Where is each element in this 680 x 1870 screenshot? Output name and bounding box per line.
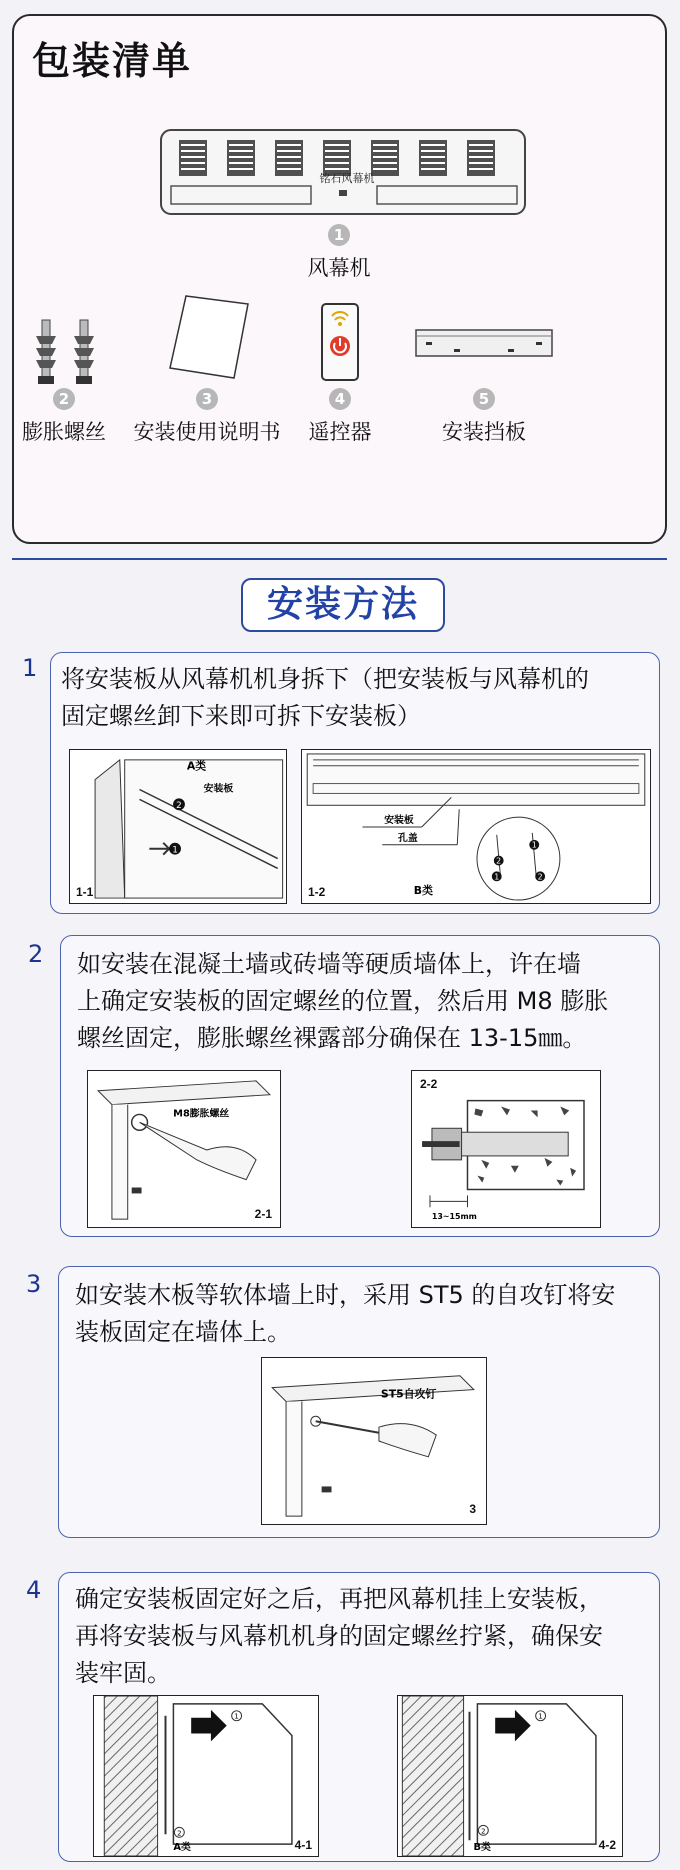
step-number: 2	[28, 940, 44, 968]
item-label: 风幕机	[307, 256, 371, 280]
step-2-box	[60, 935, 660, 1237]
manual-image	[164, 292, 254, 382]
step-1-box	[50, 652, 660, 914]
item-label: 膨胀螺丝	[22, 420, 106, 444]
step-number: 3	[26, 1270, 42, 1298]
step-number: 1	[22, 654, 38, 682]
mounting-plate-image	[414, 326, 554, 362]
figure-2-1	[87, 1070, 281, 1228]
figure-1-2	[301, 749, 651, 904]
item-number: 2	[53, 388, 75, 410]
figure-label: M8膨胀螺丝	[173, 1108, 230, 1120]
svg-text:2: 2	[537, 872, 543, 882]
packing-item-mounting-plate	[424, 388, 544, 446]
figure-tag: 1-1	[76, 885, 94, 899]
item-number: 4	[329, 388, 351, 410]
item-label: 安装挡板	[442, 420, 526, 444]
step-text	[77, 946, 608, 1057]
figure-4-1	[93, 1695, 319, 1857]
step-text	[61, 661, 589, 735]
remote-control-image	[320, 302, 360, 382]
packing-item-remote	[290, 388, 390, 446]
text-line: 上确定安装板的固定螺丝的位置，然后用 M8 膨胀	[77, 987, 609, 1015]
item-number: 1	[328, 224, 350, 246]
section-divider	[12, 558, 667, 560]
figure-tag: 2-1	[254, 1207, 272, 1221]
figure-label: A类	[186, 759, 207, 773]
svg-text:2: 2	[496, 856, 502, 866]
step-3-box	[58, 1266, 660, 1538]
svg-text:1: 1	[531, 840, 537, 850]
packing-item-expansion-bolt	[14, 388, 114, 446]
text-line: 装牢固。	[75, 1659, 171, 1687]
text-line: 螺丝固定，膨胀螺丝裸露部分确保在 13-15㎜。	[77, 1024, 587, 1052]
figure-label: ST5自攻钉	[380, 1387, 437, 1401]
svg-text:2: 2	[176, 801, 182, 812]
svg-text:1: 1	[538, 1712, 543, 1721]
air-curtain-image	[159, 128, 529, 218]
step-text	[75, 1277, 615, 1351]
figure-label: 安装板	[203, 783, 234, 795]
step-number: 4	[26, 1576, 42, 1604]
svg-text:1: 1	[172, 845, 178, 856]
item-number: 3	[196, 388, 218, 410]
item-number: 5	[473, 388, 495, 410]
figure-tag: 1-2	[308, 885, 326, 899]
figure-3	[261, 1357, 487, 1525]
figure-tag: 2-2	[420, 1077, 438, 1091]
figure-4-2	[397, 1695, 623, 1857]
figure-2-2	[411, 1070, 601, 1228]
text-line: 如安装木板等软体墙上时，采用 ST5 的自攻钉将安	[75, 1281, 616, 1309]
figure-tag: 3	[469, 1502, 476, 1516]
figure-1-1	[69, 749, 287, 904]
step-text	[75, 1581, 603, 1692]
figure-label: 安装板	[384, 815, 414, 827]
item-label: 遥控器	[308, 420, 372, 444]
svg-text:1: 1	[494, 872, 500, 882]
figure-tag: 4-2	[598, 1838, 616, 1852]
figure-label: 孔盖	[398, 832, 418, 844]
install-section-title: 安装方法	[241, 578, 445, 632]
svg-text:1: 1	[234, 1712, 239, 1721]
item-label: 安装使用说明书	[133, 420, 281, 444]
svg-text:2: 2	[481, 1827, 486, 1836]
text-line: 固定螺丝卸下来即可拆下安装板）	[61, 702, 421, 730]
packing-item-air-curtain	[279, 224, 399, 282]
figure-label: B类	[473, 1842, 491, 1854]
figure-label: B类	[413, 884, 433, 898]
packing-list-title: 包装清单	[32, 39, 193, 83]
text-line: 如安装在混凝土墙或砖墙等硬质墙体上，许在墙	[77, 950, 581, 978]
text-line: 确定安装板固定好之后，再把风幕机挂上安装板，	[75, 1585, 603, 1613]
step-4-box	[58, 1572, 660, 1862]
text-line: 将安装板从风幕机机身拆下（把安装板与风幕机的	[61, 665, 589, 693]
brand-label: 铭石风幕机	[319, 172, 375, 185]
figure-tag: 4-1	[294, 1838, 312, 1852]
packing-list-panel	[12, 14, 667, 544]
figure-label: 13~15mm	[431, 1212, 477, 1222]
text-line: 再将安装板与风幕机机身的固定螺丝拧紧，确保安	[75, 1622, 603, 1650]
packing-item-manual	[132, 388, 282, 446]
text-line: 装板固定在墙体上。	[75, 1318, 291, 1346]
expansion-bolt-image	[28, 316, 104, 388]
svg-text:2: 2	[177, 1829, 182, 1838]
figure-label: A类	[173, 1842, 191, 1854]
